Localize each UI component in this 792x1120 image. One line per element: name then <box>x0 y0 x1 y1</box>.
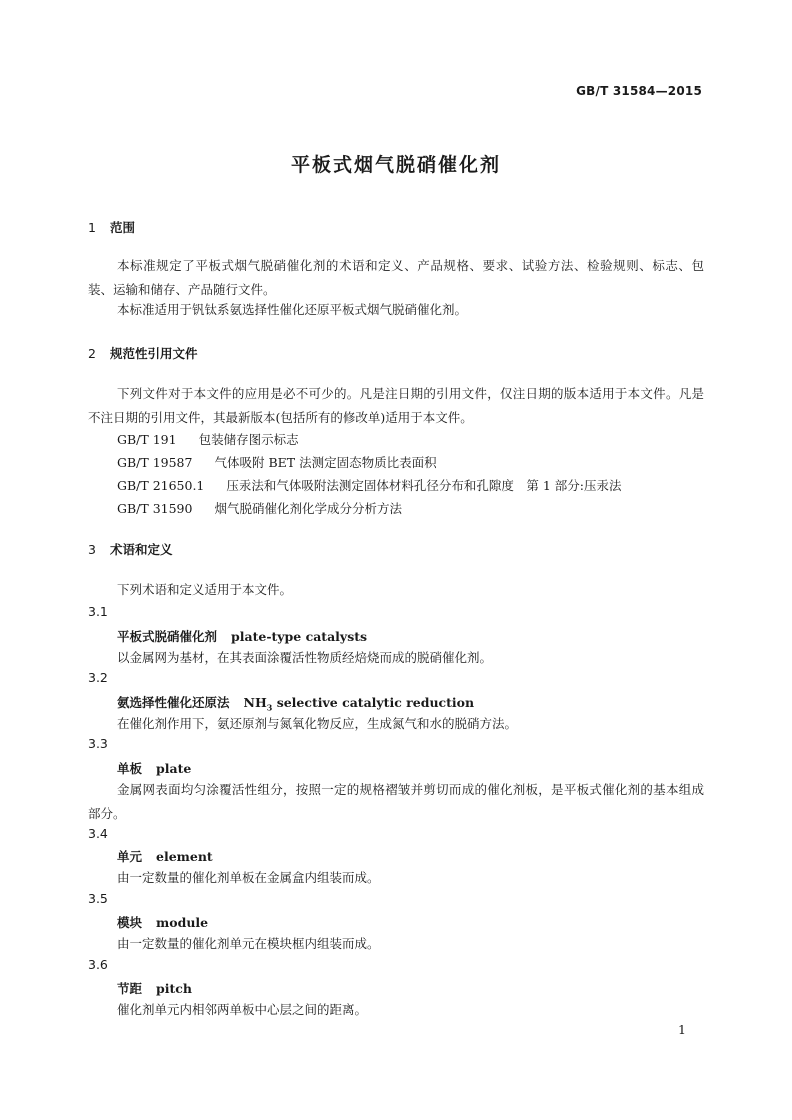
term-definition: 在催化剂作用下，氨还原剂与氮氧化物反应，生成氮气和水的脱硝方法。 <box>117 716 518 731</box>
term-definition: 催化剂单元内相邻两单板中心层之间的距离。 <box>117 1002 368 1017</box>
term-chinese: 模块 <box>117 915 143 930</box>
clause-number: 3.4 <box>88 826 108 841</box>
term-heading <box>117 847 213 865</box>
clause-number: 3.1 <box>88 604 108 619</box>
clause-number: 3.5 <box>88 891 108 906</box>
term-english: plate-type catalysts <box>231 629 368 644</box>
term-english: element <box>156 849 213 864</box>
reference-code: GB/T 191 <box>117 432 177 447</box>
section-number: 3 <box>88 542 96 557</box>
reference-code: GB/T 31590 <box>117 501 193 516</box>
term-english: pitch <box>156 981 192 996</box>
section-title: 术语和定义 <box>110 542 173 557</box>
reference-code: GB/T 21650.1 <box>117 478 205 493</box>
term-definition: 以金属网为基材，在其表面涂覆活性物质经焙烧而成的脱硝催化剂。 <box>117 650 493 665</box>
term-heading <box>117 913 208 931</box>
section-3-heading <box>88 540 173 558</box>
term-heading <box>117 693 474 713</box>
clause-number: 3.2 <box>88 670 108 685</box>
section-3-paragraph-1: 下列术语和定义适用于本文件。 <box>117 582 293 597</box>
term-definition: 由一定数量的催化剂单板在金属盒内组装而成。 <box>117 870 380 885</box>
document-title: 平板式烟气脱硝催化剂 <box>290 154 501 176</box>
term-english-rest: selective catalytic reduction <box>272 695 475 710</box>
reference-item <box>117 499 402 517</box>
term-chinese: 氨选择性催化还原法 <box>117 695 230 710</box>
term-english: plate <box>156 761 192 776</box>
section-number: 1 <box>88 220 96 235</box>
term-english: module <box>156 915 209 930</box>
standard-code: GB/T 31584—2015 <box>576 84 702 98</box>
page-number: 1 <box>678 1022 686 1037</box>
reference-item <box>117 476 622 494</box>
section-2-paragraph-1: 下列文件对于本文件的应用是必不可少的。凡是注日期的引用文件，仅注日期的版本适用于本文件。凡是不注日期的引用文件，其最新版本(包括所有的修改单)适用于本文件。 <box>88 386 704 425</box>
term-english <box>243 695 475 713</box>
term-english-prefix: NH <box>243 695 267 710</box>
section-title: 规范性引用文件 <box>110 346 198 361</box>
reference-title: 烟气脱硝催化剂化学成分分析方法 <box>214 501 402 516</box>
clause-number: 3.3 <box>88 736 108 751</box>
reference-code: GB/T 19587 <box>117 455 193 470</box>
reference-item <box>117 430 299 448</box>
term-chinese: 单板 <box>117 761 143 776</box>
reference-title: 压汞法和气体吸附法测定固体材料孔径分布和孔隙度 第 1 部分:压汞法 <box>226 478 622 493</box>
term-heading <box>117 627 367 645</box>
section-title: 范围 <box>110 220 136 235</box>
term-heading <box>117 979 192 997</box>
section-1-heading <box>88 218 135 236</box>
term-heading <box>117 759 191 777</box>
section-1-paragraph-2: 本标准适用于钒钛系氨选择性催化还原平板式烟气脱硝催化剂。 <box>117 302 468 317</box>
section-1-paragraph-1: 本标准规定了平板式烟气脱硝催化剂的术语和定义、产品规格、要求、试验方法、检验规则、标志、包装、运输和储存、产品随行文件。 <box>88 258 704 297</box>
reference-title: 包装储存图示标志 <box>198 432 299 447</box>
section-2-heading <box>88 344 198 362</box>
term-chinese: 平板式脱硝催化剂 <box>117 629 218 644</box>
term-chinese: 节距 <box>117 981 143 996</box>
term-definition: 金属网表面均匀涂覆活性组分，按照一定的规格褶皱并剪切而成的催化剂板，是平板式催化剂的基本组成部分。 <box>88 782 704 821</box>
reference-title: 气体吸附 BET 法测定固态物质比表面积 <box>214 455 437 470</box>
term-chinese: 单元 <box>117 849 143 864</box>
clause-number: 3.6 <box>88 957 108 972</box>
term-definition: 由一定数量的催化剂单元在模块框内组装而成。 <box>117 936 380 951</box>
term-english-subscript: 3 <box>266 702 273 713</box>
section-number: 2 <box>88 346 96 361</box>
reference-item <box>117 453 437 471</box>
